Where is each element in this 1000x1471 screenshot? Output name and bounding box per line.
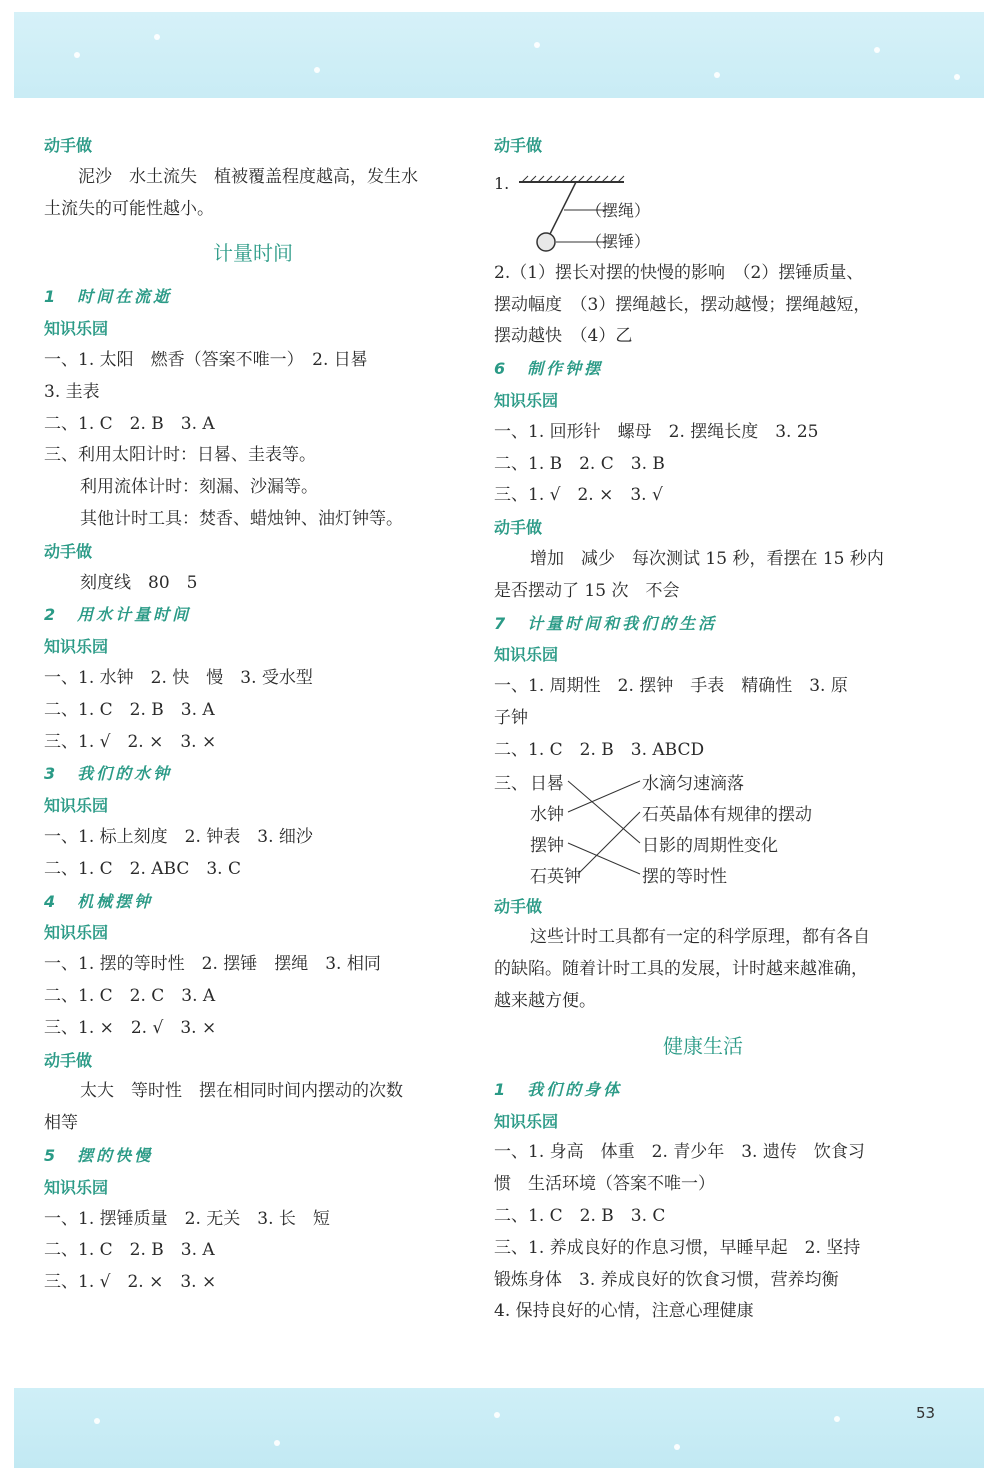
top-decorative-band [14, 12, 984, 98]
lesson-title: 5 摆的快慢 [44, 1145, 154, 1165]
match-right-item: 摆的等时性 [642, 866, 727, 887]
answer-line: 泥沙 水土流失 植被覆盖程度越高，发生水 [78, 166, 418, 187]
match-right-item: 石英晶体有规律的摆动 [642, 804, 812, 825]
section-heading: 知识乐园 [44, 923, 109, 943]
matching-lines [564, 767, 644, 891]
answer-line: 二、1. C 2. C 3. A [44, 985, 216, 1006]
answer-line: 惯 生活环境（答案不唯一） [494, 1174, 715, 1195]
answer-line: 二、1. B 2. C 3. B [494, 453, 665, 474]
lesson-title: 1 时间在流逝 [44, 287, 173, 307]
right-column [494, 130, 912, 1328]
answer-line: 一、1. 回形针 螺母 2. 摆绳长度 3. 25 [494, 421, 819, 442]
figure-number: 1. [494, 173, 510, 193]
lesson-title: 2 用水计量时间 [44, 605, 192, 625]
lesson-title: 6 制作钟摆 [494, 359, 604, 379]
answer-line: 子钟 [494, 707, 528, 728]
answer-line: 一、1. 标上刻度 2. 钟表 3. 细沙 [44, 826, 313, 847]
answer-line: 土流失的可能性越小。 [44, 198, 214, 219]
match-left-item: 日晷 [530, 773, 564, 794]
chapter-title: 健康生活 [663, 1033, 743, 1058]
answer-line: 三、1. √ 2. × 3. × [44, 1272, 217, 1293]
lesson-title: 3 我们的水钟 [44, 764, 173, 784]
section-heading: 知识乐园 [44, 319, 109, 339]
answer-line: 锻炼身体 3. 养成良好的饮食习惯，营养均衡 [494, 1269, 839, 1290]
answer-line: 增加 减少 每次测试 15 秒，看摆在 15 秒内 [530, 548, 884, 569]
match-right-item: 水滴匀速滴落 [642, 773, 744, 794]
answer-line: 二、1. C 2. B 3. C [494, 1205, 666, 1226]
answer-line: 这些计时工具都有一定的科学原理，都有各自 [530, 927, 870, 948]
pendulum-diagram [494, 162, 912, 258]
bottom-decorative-band [14, 1388, 984, 1468]
answer-line: 其他计时工具：焚香、蜡烛钟、油灯钟等。 [80, 508, 403, 529]
page-number: 53 [916, 1404, 936, 1422]
section-heading: 动手做 [44, 136, 93, 155]
match-left-item: 摆钟 [530, 835, 564, 856]
answer-line: 刻度线 80 5 [80, 572, 198, 593]
answer-line: 相等 [44, 1113, 78, 1134]
match-prefix: 三、 [494, 773, 528, 794]
section-heading: 知识乐园 [494, 1111, 559, 1131]
answer-line: 2.（1）摆长对摆的快慢的影响 （2）摆锤质量、 [494, 262, 864, 283]
section-heading: 动手做 [44, 541, 93, 561]
section-heading: 知识乐园 [494, 645, 559, 665]
section-heading: 知识乐园 [44, 637, 109, 657]
match-left-item: 石英钟 [530, 866, 581, 887]
answer-line: 摆动越快 （4）乙 [494, 326, 633, 347]
answer-line: 二、1. C 2. B 3. A [44, 1240, 215, 1261]
matching-exercise [494, 767, 912, 891]
section-heading: 动手做 [44, 1050, 93, 1070]
answer-line: 三、1. √ 2. × 3. × [44, 731, 217, 752]
answer-line: 三、利用太阳计时：日晷、圭表等。 [44, 445, 316, 466]
answer-line: 一、1. 水钟 2. 快 慢 3. 受水型 [44, 667, 313, 688]
section-heading: 动手做 [494, 136, 543, 155]
answer-line: 太大 等时性 摆在相同时间内摆动的次数 [80, 1081, 403, 1102]
answer-line: 三、1. 养成良好的作息习惯，早睡早起 2. 坚持 [494, 1237, 861, 1258]
lesson-title: 7 计量时间和我们的生活 [494, 613, 718, 633]
answer-line: 二、1. C 2. ABC 3. C [44, 858, 241, 879]
answer-line: 三、1. √ 2. × 3. √ [494, 485, 663, 506]
answer-line: 摆动幅度 （3）摆绳越长，摆动越慢；摆绳越短， [494, 294, 871, 315]
answer-line: 3. 圭表 [44, 381, 100, 402]
answer-line: 一、1. 身高 体重 2. 青少年 3. 遗传 饮食习 [494, 1142, 865, 1163]
bob-label: （摆锤） [586, 231, 651, 251]
answer-line: 4. 保持良好的心情，注意心理健康 [494, 1301, 754, 1322]
answer-line: 越来越方便。 [494, 990, 596, 1011]
answer-line: 的缺陷。随着计时工具的发展，计时越来越准确， [494, 959, 868, 980]
answer-line: 是否摆动了 15 次 不会 [494, 580, 680, 601]
answer-line: 二、1. C 2. B 3. A [44, 413, 215, 434]
left-column [44, 130, 462, 1299]
section-heading: 知识乐园 [494, 390, 559, 410]
match-left-item: 水钟 [530, 804, 564, 825]
section-heading: 动手做 [494, 896, 543, 916]
answer-line: 三、1. × 2. √ 3. × [44, 1017, 217, 1038]
answer-line: 利用流体计时：刻漏、沙漏等。 [80, 477, 318, 498]
answer-line: 二、1. C 2. B 3. ABCD [494, 739, 705, 760]
lesson-title: 4 机械摆钟 [44, 891, 154, 911]
answer-line: 一、1. 太阳 燃香（答案不唯一） 2. 日晷 [44, 349, 368, 370]
answer-line: 二、1. C 2. B 3. A [44, 699, 215, 720]
chapter-title: 计量时间 [213, 241, 293, 266]
answer-line: 一、1. 摆锤质量 2. 无关 3. 长 短 [44, 1208, 330, 1229]
rope-label: （摆绳） [586, 200, 651, 220]
section-heading: 动手做 [494, 518, 543, 538]
match-right-item: 日影的周期性变化 [642, 835, 778, 856]
section-heading: 知识乐园 [44, 796, 109, 816]
answer-line: 一、1. 周期性 2. 摆钟 手表 精确性 3. 原 [494, 676, 848, 697]
section-heading: 知识乐园 [44, 1177, 109, 1197]
lesson-title: 1 我们的身体 [494, 1079, 623, 1099]
answer-line: 一、1. 摆的等时性 2. 摆锤 摆绳 3. 相同 [44, 954, 381, 975]
